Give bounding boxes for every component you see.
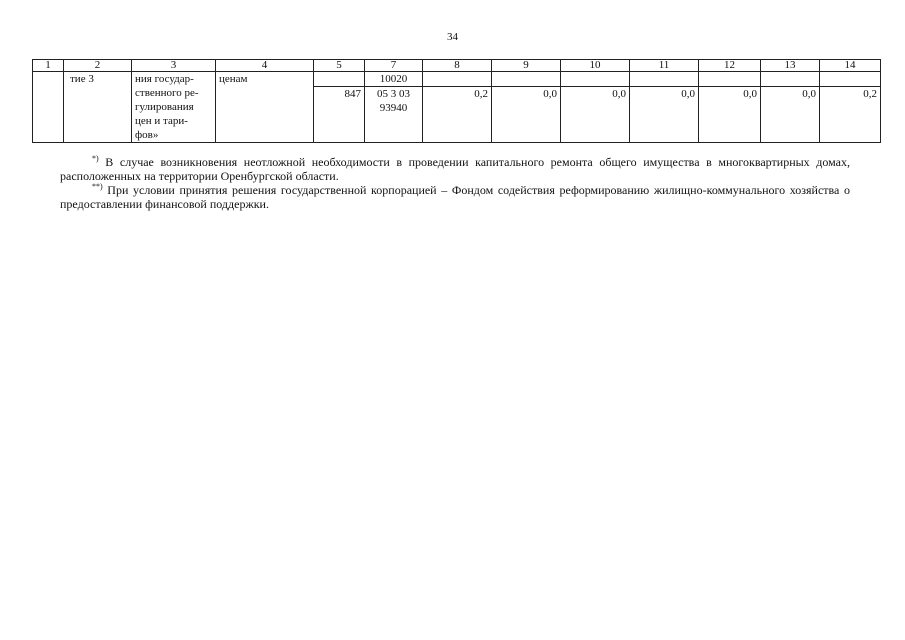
cell-col14-top: [820, 72, 881, 87]
footnotes: [60, 155, 850, 211]
cell-col10: 0,0: [561, 87, 630, 143]
column-header-8: 8: [423, 60, 492, 72]
cell-col11-top: [630, 72, 699, 87]
column-header-1: 1: [33, 60, 64, 72]
page-number: 34: [447, 31, 458, 43]
cell-col1: [33, 72, 64, 143]
cell-col9: 0,0: [492, 87, 561, 143]
cell-col11: 0,0: [630, 87, 699, 143]
cell-col7: 05 3 03 93940: [365, 87, 423, 143]
column-header-4: 4: [216, 60, 314, 72]
cell-col4: ценам: [216, 72, 314, 143]
column-header-13: 13: [761, 60, 820, 72]
cell-col13-top: [761, 72, 820, 87]
column-header-2: 2: [64, 60, 132, 72]
cell-col8-top: [423, 72, 492, 87]
cell-col8: 0,2: [423, 87, 492, 143]
column-header-3: 3: [132, 60, 216, 72]
cell-col9-top: [492, 72, 561, 87]
column-header-14: 14: [820, 60, 881, 72]
column-header-11: 11: [630, 60, 699, 72]
cell-col10-top: [561, 72, 630, 87]
cell-col5: 847: [314, 87, 365, 143]
budget-table: [32, 59, 881, 143]
footnote-1: [60, 155, 850, 183]
column-header-9: 9: [492, 60, 561, 72]
table-row: [33, 72, 881, 87]
cell-col12-top: [699, 72, 761, 87]
cell-col5-top: [314, 72, 365, 87]
cell-col7-top: 10020: [365, 72, 423, 87]
cell-col12: 0,0: [699, 87, 761, 143]
column-header-7: 7: [365, 60, 423, 72]
column-header-5: 5: [314, 60, 365, 72]
footnote-1-text: В случае возникновения неотложной необходимости в проведении капитального ремонта общего имущества в многоквартирных домах, расположенных на территории Оренбургской области.: [60, 155, 850, 183]
footnote-2-mark: **): [92, 182, 103, 191]
cell-col14: 0,2: [820, 87, 881, 143]
table-header-row: [33, 60, 881, 72]
footnote-1-mark: *): [92, 154, 99, 163]
cell-col3: ния государ- ственного ре- гулирования цен и тари- фов»: [132, 72, 216, 143]
cell-col13: 0,0: [761, 87, 820, 143]
column-header-10: 10: [561, 60, 630, 72]
column-header-12: 12: [699, 60, 761, 72]
footnote-2-text: При условии принятия решения государственной корпорацией – Фондом содействия реформированию жилищно-коммунального хозяйства о предоставлении финансовой поддержки.: [60, 183, 850, 211]
footnote-2: [60, 183, 850, 211]
cell-col2: тие 3: [64, 72, 132, 143]
